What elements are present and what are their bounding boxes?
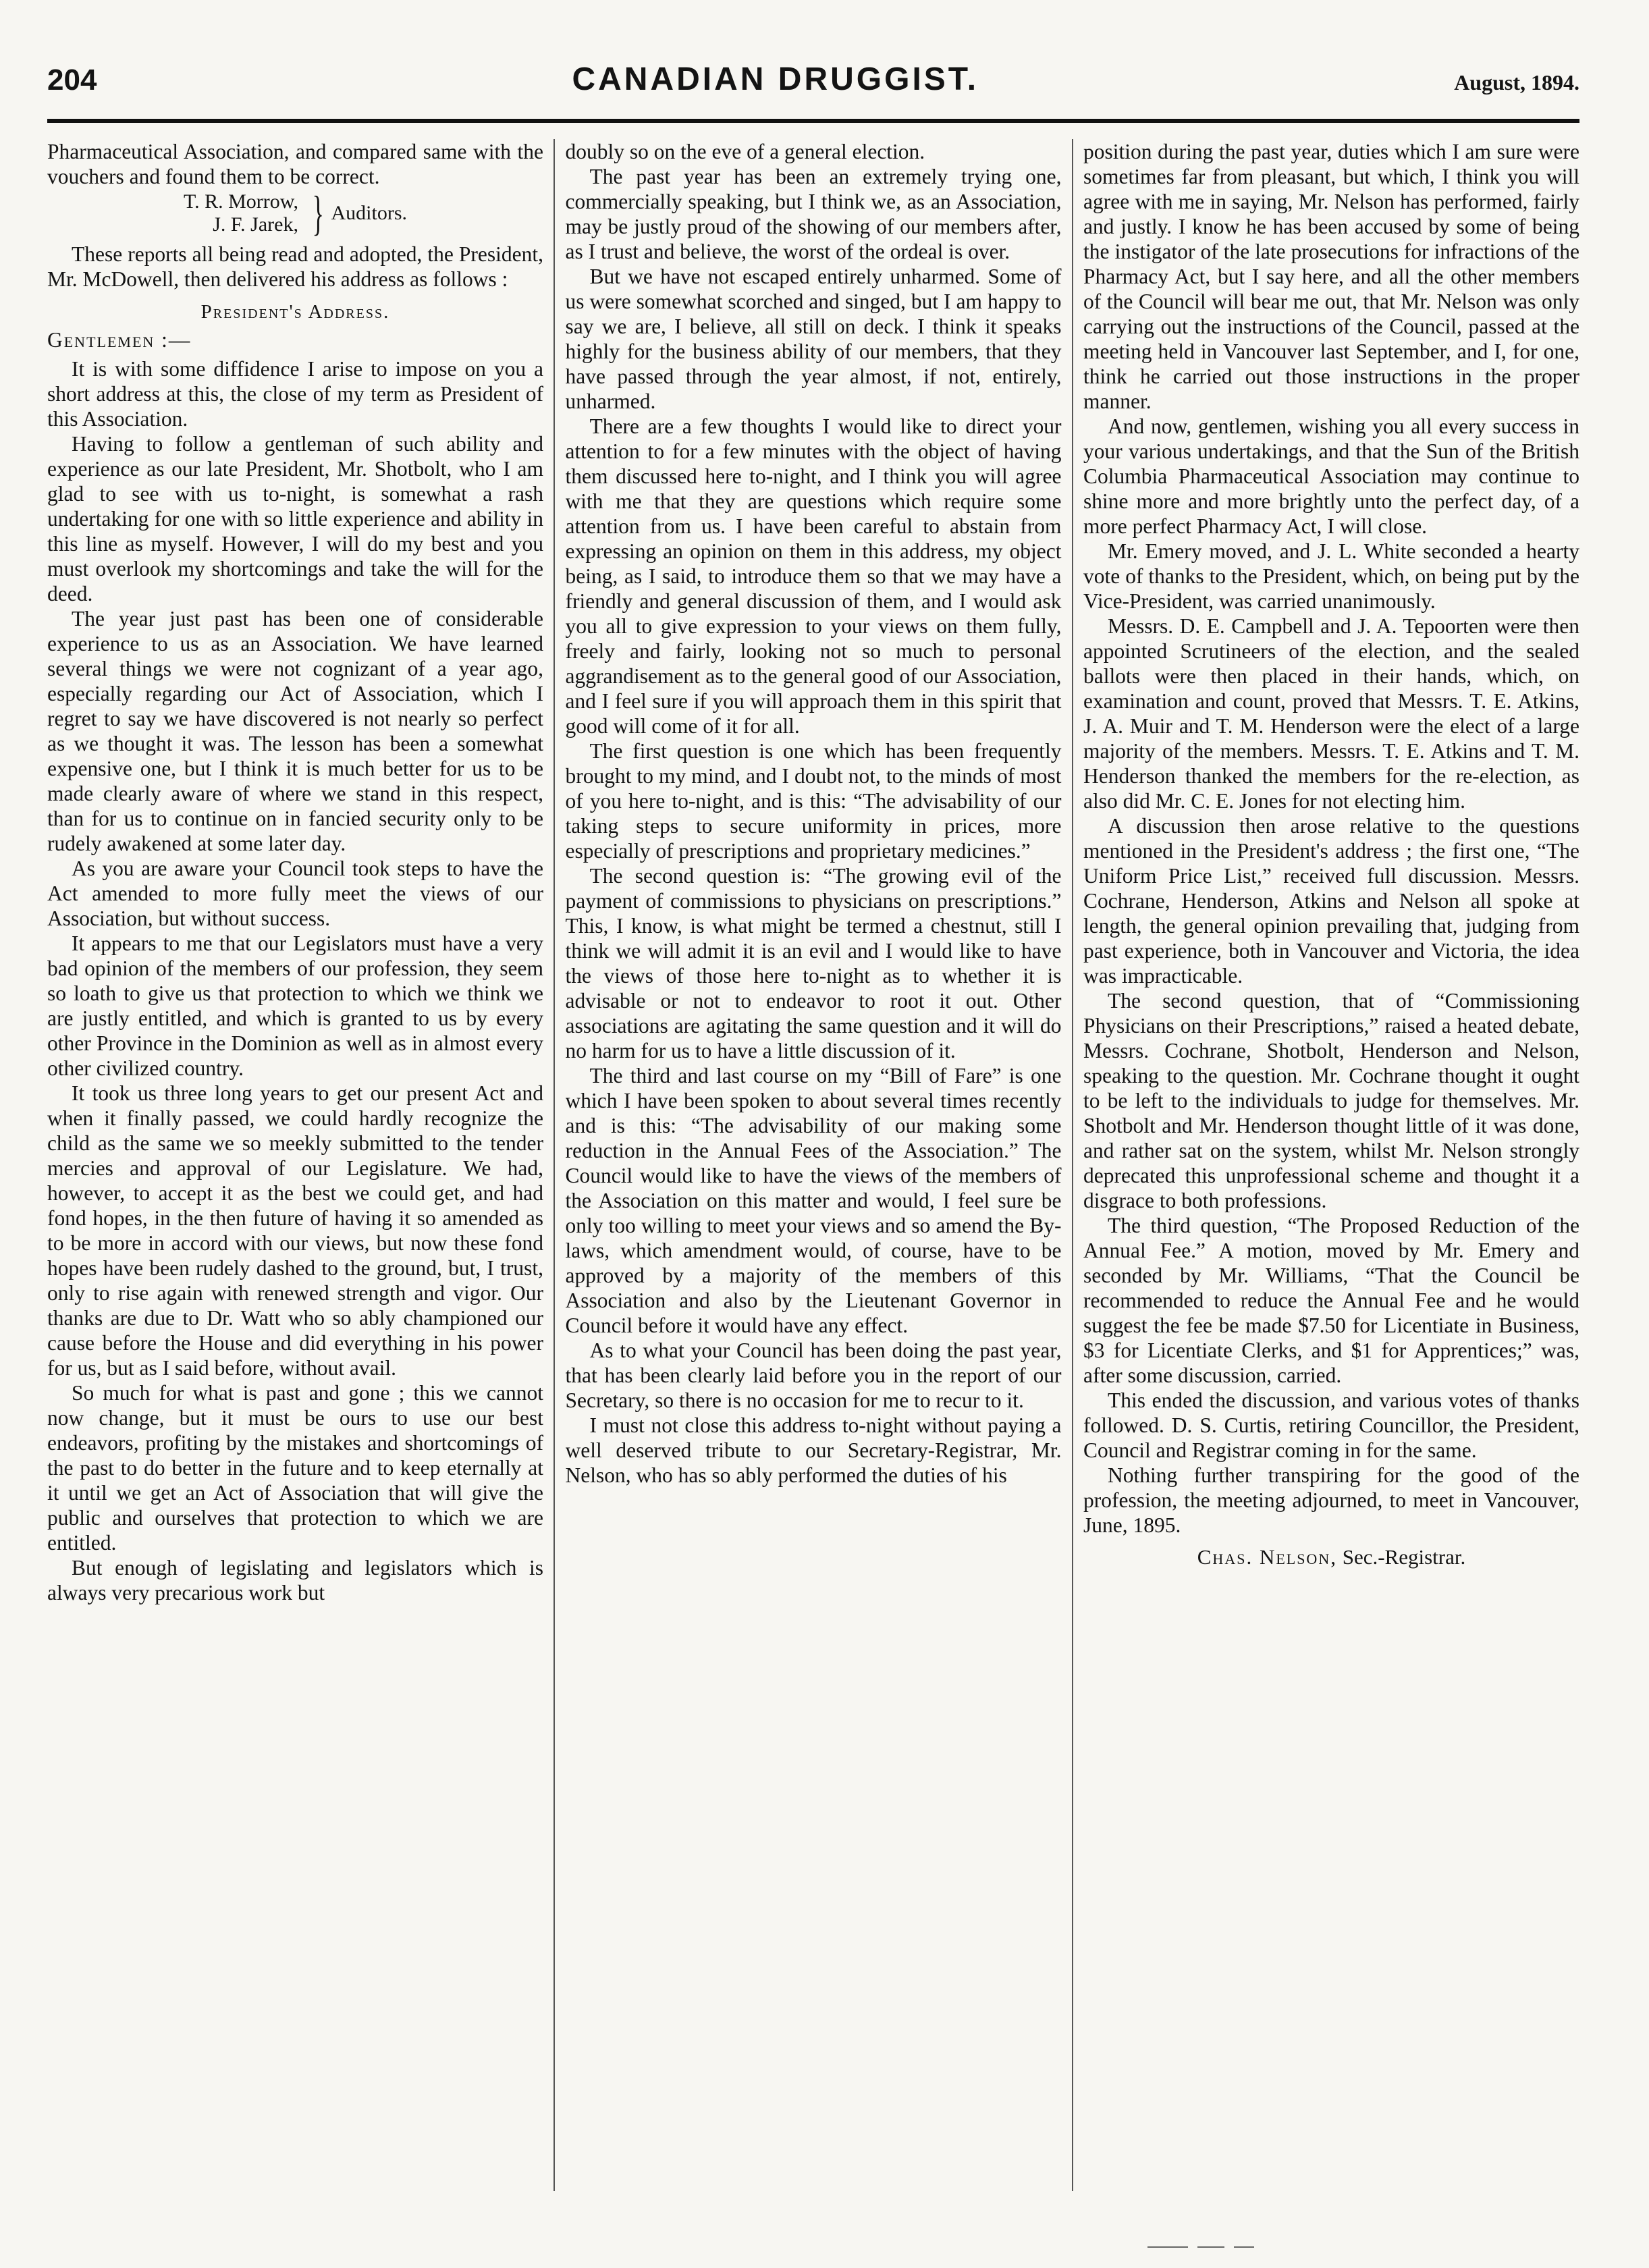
paragraph: So much for what is past and gone ; this we cannot now change, but it must be ours to use our best endeavors, profiting by the mistakes and shortcomings of the past to do better in the future and to keep eternally at it until we get an Act of Association that will give the public and ourselves that protection to which we are entitled. xyxy=(47,1381,543,1555)
column-1 xyxy=(47,139,543,2191)
brace-symbol: } xyxy=(312,186,324,240)
paragraph: But enough of legislating and legislators which is always very precarious work but xyxy=(47,1556,543,1604)
footer-rule-fragments xyxy=(1147,2241,1350,2246)
paragraph: The second question is: “The growing evil of the payment of commissions to physicians on prescriptions.” This, I know, is what might be termed a chestnut, still I think we will admit it is an evil and I would like to have the views of those here to-night as to whether it is advisable or not to endeavor to root it out. Other associations are agitating the same question and it will do no harm for us to have a little discussion of it. xyxy=(565,864,1062,1062)
auditor-name: T. R. Morrow, xyxy=(183,190,298,213)
paragraph: Mr. Emery moved, and J. L. White seconded a hearty vote of thanks to the President, which, on being put by the Vice-President, was carried unanimously. xyxy=(1083,539,1579,613)
paragraph: I must not close this address to-night without paying a well deserved tribute to our Secretary-Registrar, Mr. Nelson, who has so ably performed the duties of his xyxy=(565,1413,1062,1487)
paragraph: The year just past has been one of considerable experience to us as an Association. We have learned several things we were not cognizant of a year ago, especially regarding our Act of Association, which I regret to say we have discovered is not nearly so perfect as we thought it was. The lesson has been a somewhat expensive one, but I think it is much better for us to be made clearly aware of where we stand in this respect, than for us to continue on in fancied security only to be rudely awakened at some later day. xyxy=(47,607,543,855)
paragraph: This ended the discussion, and various votes of thanks followed. D. S. Curtis, retiring Councillor, the President, Council and Registrar coming in for the same. xyxy=(1083,1388,1579,1462)
paragraph: These reports all being read and adopted, the President, Mr. McDowell, then delivered his address as follows : xyxy=(47,242,543,291)
signature-title: Sec.-Registrar. xyxy=(1342,1545,1466,1569)
paragraph: The past year has been an extremely trying one, commercially speaking, but I think we, as an Association, may be justly proud of the showing of our members after, as I trust and believe, the worst of the ordeal is over. xyxy=(565,165,1062,263)
paragraph: position during the past year, duties which I am sure were sometimes far from pleasant, but which, I think you will agree with me in saying, Mr. Nelson has performed, fairly and justly. I know he has been accused by some of being the instigator of the late prosecutions for infractions of the Pharmacy Act, but I say here, and all the other members of the Council will bear me out, that Mr. Nelson was only carrying out the instructions of the Council, passed at the meeting held in Vancouver last September, and I, for one, think he carried out those instructions in the proper manner. xyxy=(1083,140,1579,413)
page-number: 204 xyxy=(47,63,97,97)
auditors-label: Auditors. xyxy=(331,202,408,224)
paragraph: As to what your Council has been doing the past year, that has been clearly laid before you in the report of our Secretary, so there is no occasion for me to recur to it. xyxy=(565,1339,1062,1412)
header-rule xyxy=(47,119,1579,123)
paragraph: Having to follow a gentleman of such ability and experience as our late President, Mr. Shotbolt, who I am glad to see with us to-night, is somewhat a rash undertaking for one with so little experience and ability in this line as myself. However, I will do my best and you must overlook my shortcomings and take the will for the deed. xyxy=(47,432,543,605)
paragraph: The first question is one which has been frequently brought to my mind, and I doubt not, to the minds of most of you here to-night, and is this: “The advisability of our taking steps to secure uniformity in prices, more especially of prescriptions and proprietary medicines.” xyxy=(565,739,1062,863)
masthead xyxy=(47,61,1579,115)
paragraph: The second question, that of “Commissioning Physicians on their Prescriptions,” raised a heated debate, Messrs. Cochrane, Shotbolt, Henderson and Nelson, speaking to the question. Mr. Cochrane thought it ought to be left to the individuals to judge for themselves. Mr. Shotbolt and Mr. Henderson thought little of it was done, and rather sat on the system, whilst Mr. Nelson strongly deprecated this unprofessional scheme and thought it a disgrace to both professions. xyxy=(1083,989,1579,1212)
issue-date: August, 1894. xyxy=(1454,70,1579,94)
column-2 xyxy=(566,139,1062,2191)
signature xyxy=(1083,1544,1579,1569)
newspaper-page xyxy=(47,61,1579,2248)
paragraph: The third and last course on my “Bill of Fare” is one which I have been spoken to about several times recently and is this: “The advisability of our making some reduction in the Annual Fees of the Association.” The Council would like to have the views of the members of the Association on this matter and would, I feel sure be only too willing to meet your views and so amend the By-laws, which amendment would, of course, have to be approved by a majority of the members of this Association and also by the Lieutenant Governor in Council before it would have any effect. xyxy=(565,1064,1062,1337)
paragraph: Pharmaceutical Association, and compared same with the vouchers and found them to be correct. xyxy=(47,140,543,188)
paragraph: It took us three long years to get our present Act and when it finally passed, we could hardly recognize the child as the same we so meekly submitted to the tender mercies and approval of our Legislature. We had, however, to accept it as the best we could get, and had fond hopes, in the then future of having it so amended as to be more in accord with our views, but now these fond hopes have been rudely dashed to the ground, but, I trust, only to rise again with renewed strength and vigor. Our thanks are due to Dr. Watt who so ably championed our cause before the House and did everything in his power for us, but as I said before, without avail. xyxy=(47,1081,543,1380)
journal-title: CANADIAN DRUGGIST. xyxy=(572,61,979,97)
signature-name: Chas. Nelson, xyxy=(1197,1545,1337,1569)
auditor-names xyxy=(184,190,305,236)
rule-fragment xyxy=(1147,2246,1188,2248)
salutation: Gentlemen :— xyxy=(47,328,192,352)
address-heading: President's Address. xyxy=(200,301,390,323)
column-divider xyxy=(1072,139,1073,2191)
column-divider xyxy=(553,139,555,2191)
column-3 xyxy=(1083,139,1579,2191)
rule-fragment xyxy=(1234,2246,1254,2248)
paragraph: It appears to me that our Legislators must have a very bad opinion of the members of our profession, they seem so loath to give us that protection to which we think we are justly entitled, and which is granted to us by every other Province in the Dominion as well as in almost every other civilized country. xyxy=(47,932,543,1080)
paragraph: A discussion then arose relative to the questions mentioned in the President's address ; the first one, “The Uniform Price List,” received full discussion. Messrs. Cochrane, Henderson, Atkins and Nelson all spoke at length, the general opinion prevailing that, judging from past experience, both in Vancouver and Victoria, the idea was impracticable. xyxy=(1083,814,1579,988)
auditors-block xyxy=(47,186,543,240)
rule-fragment xyxy=(1197,2246,1224,2248)
paragraph: But we have not escaped entirely unharmed. Some of us were somewhat scorched and singed, but I am happy to say we are, I believe, all still on deck. I think it speaks highly for the business ability of our members, that they have passed through the year almost, if not, entirely, unharmed. xyxy=(565,265,1062,413)
article-columns xyxy=(47,139,1579,2191)
paragraph: As you are aware your Council took steps to have the Act amended to more fully meet the views of our Association, but without success. xyxy=(47,857,543,930)
auditor-name: J. F. Jarek, xyxy=(213,213,298,236)
paragraph: Messrs. D. E. Campbell and J. A. Tepoorten were then appointed Scrutineers of the election, and the sealed ballots were then placed in their hands, which, on examination and count, proved that Messrs. T. E. Atkins, J. A. Muir and T. M. Henderson were the elect of a large majority of the members. Messrs. T. E. Atkins and T. M. Henderson thanked the members for the re-election, as also did Mr. C. E. Jones for not electing him. xyxy=(1083,614,1579,813)
paragraph: And now, gentlemen, wishing you all every success in your various undertakings, and that the Sun of the British Columbia Pharmaceutical Association may continue to shine more and more brightly unto the perfect day, of a more perfect Pharmacy Act, I will close. xyxy=(1083,414,1579,538)
paragraph: There are a few thoughts I would like to direct your attention to for a few minutes with the object of having them discussed here to-night, and I think you will agree with me that they are questions which require some attention from us. I have been careful to abstain from expressing an opinion on them in this address, my object being, as I said, to introduce them so that we may have a friendly and general discussion of them, and I would ask you all to give expression to your views on them fully, freely and fairly, looking not so much to personal aggrandisement as to the general good of our Association, and I feel sure if you will approach them in this spirit that good will come of it for all. xyxy=(565,414,1062,738)
paragraph: doubly so on the eve of a general election. xyxy=(565,140,925,163)
paragraph: Nothing further transpiring for the good of the profession, the meeting adjourned, to meet in Vancouver, June, 1895. xyxy=(1083,1463,1579,1537)
paragraph: The third question, “The Proposed Reduction of the Annual Fee.” A motion, moved by Mr. Emery and seconded by Mr. Williams, “That the Council be recommended to reduce the Annual Fee and he would suggest the fee be made $7.50 for Licentiate in Business, $3 for Licentiate Clerks, and $1 for Apprentices;” was, after some discussion, carried. xyxy=(1083,1214,1579,1387)
paragraph: It is with some diffidence I arise to impose on you a short address at this, the close of my term as President of this Association. xyxy=(47,357,543,431)
